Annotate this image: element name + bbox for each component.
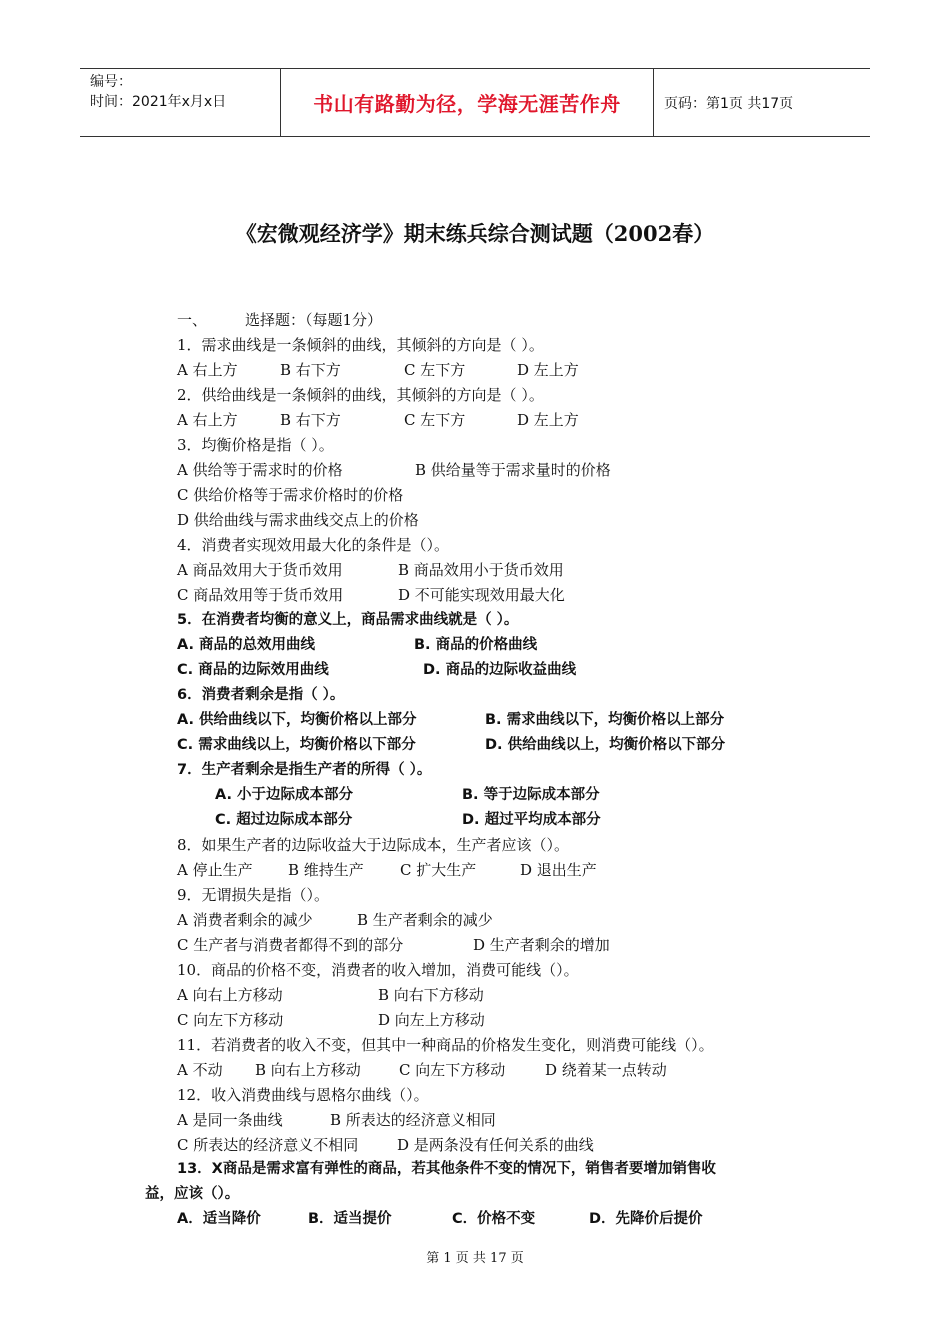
- option: C 所表达的经济意义不相同: [177, 1136, 359, 1154]
- option: C. 商品的边际效用曲线: [177, 662, 329, 678]
- question-5: 5．在消费者均衡的意义上，商品需求曲线就是（ ）。: [177, 612, 519, 628]
- option: B 商品效用小于货币效用: [398, 561, 564, 579]
- option: C．价格不变: [452, 1211, 536, 1227]
- option: C 生产者与消费者都得不到的部分: [177, 936, 404, 954]
- option: A. 商品的总效用曲线: [177, 637, 316, 653]
- option: B 供给量等于需求量时的价格: [415, 461, 611, 479]
- time-label: 时间：2021年x月x日: [90, 94, 227, 110]
- option-q3-c: C 供给价格等于需求价格时的价格: [177, 486, 404, 504]
- option: C. 需求曲线以上，均衡价格以下部分: [177, 737, 416, 753]
- question-10: 10．商品的价格不变，消费者的收入增加，消费可能线（）。: [177, 961, 579, 979]
- document-title: 《宏微观经济学》期末练兵综合测试题（2002春）: [235, 221, 715, 246]
- header-left-cell: [80, 69, 280, 136]
- option: D 退出生产: [520, 861, 597, 879]
- option: C 向左下方移动: [177, 1011, 284, 1029]
- option: B 维持生产: [288, 861, 364, 879]
- option: A 不动: [177, 1061, 223, 1079]
- option: B 向右下方移动: [378, 986, 484, 1004]
- option: B 右下方: [280, 361, 341, 379]
- question-1: 1．需求曲线是一条倾斜的曲线，其倾斜的方向是（ ）。: [177, 336, 544, 354]
- option: A 商品效用大于货币效用: [177, 561, 343, 579]
- option: D 生产者剩余的增加: [473, 936, 610, 954]
- option: C 左下方: [404, 411, 466, 429]
- question-7: 7．生产者剩余是指生产者的所得（ ）。: [177, 762, 432, 778]
- question-2: 2．供给曲线是一条倾斜的曲线，其倾斜的方向是（ ）。: [177, 386, 544, 404]
- question-13: 13．X商品是需求富有弹性的商品，若其他条件不变的情况下，销售者要增加销售收: [177, 1161, 716, 1177]
- question-11: 11．若消费者的收入不变，但其中一种商品的价格发生变化，则消费可能线（）。: [177, 1036, 714, 1054]
- option: A 是同一条曲线: [177, 1111, 283, 1129]
- option: C 商品效用等于货币效用: [177, 586, 344, 604]
- option: C 左下方: [404, 361, 466, 379]
- option: B 右下方: [280, 411, 341, 429]
- question-3: 3．均衡价格是指（ ）。: [177, 436, 334, 454]
- option: B. 需求曲线以下，均衡价格以上部分: [485, 712, 725, 728]
- question-12: 12．收入消费曲线与恩格尔曲线（）。: [177, 1086, 429, 1104]
- question-9: 9．无谓损失是指（）。: [177, 886, 330, 904]
- option: D 不可能实现效用最大化: [398, 586, 565, 604]
- option: D．先降价后提价: [589, 1211, 703, 1227]
- question-4: 4．消费者实现效用最大化的条件是（）。: [177, 536, 450, 554]
- question-8: 8．如果生产者的边际收益大于边际成本，生产者应该（）。: [177, 836, 570, 854]
- header-table: [80, 68, 870, 137]
- option: D 是两条没有任何关系的曲线: [397, 1136, 594, 1154]
- option: B．适当提价: [308, 1211, 392, 1227]
- option: D 向左上方移动: [378, 1011, 485, 1029]
- option: B. 商品的价格曲线: [414, 637, 538, 653]
- header-motto-cell: [280, 69, 654, 136]
- option: A 供给等于需求时的价格: [177, 461, 343, 479]
- number-label: 编号：: [90, 74, 132, 90]
- option: D. 商品的边际收益曲线: [423, 662, 577, 678]
- option: D. 供给曲线以上，均衡价格以下部分: [485, 737, 726, 753]
- option: B 向右上方移动: [255, 1061, 361, 1079]
- option-q3-d: D 供给曲线与需求曲线交点上的价格: [177, 511, 419, 529]
- option: A．适当降价: [177, 1211, 261, 1227]
- motto-text: 书山有路勤为径，学海无涯苦作舟: [313, 92, 621, 116]
- option: A. 供给曲线以下，均衡价格以上部分: [177, 712, 417, 728]
- option: C. 超过边际成本部分: [215, 812, 353, 828]
- option: C 扩大生产: [400, 861, 477, 879]
- option: A 停止生产: [177, 861, 253, 879]
- option: A 右上方: [177, 411, 238, 429]
- option: B 生产者剩余的减少: [357, 911, 493, 929]
- option: B 所表达的经济意义相同: [330, 1111, 496, 1129]
- header-page-cell: [654, 69, 870, 136]
- question-6: 6．消费者剩余是指（ ）。: [177, 687, 345, 703]
- option: A. 小于边际成本部分: [215, 787, 354, 803]
- option: A 向右上方移动: [177, 986, 283, 1004]
- option: A 右上方: [177, 361, 238, 379]
- option: D 绕着某一点转动: [545, 1061, 667, 1079]
- option: C 向左下方移动: [399, 1061, 506, 1079]
- option: B. 等于边际成本部分: [462, 787, 600, 803]
- option: D 左上方: [517, 411, 579, 429]
- option: D 左上方: [517, 361, 579, 379]
- page-footer: 第 1 页 共 17 页: [426, 1251, 524, 1266]
- option: A 消费者剩余的减少: [177, 911, 313, 929]
- option: D. 超过平均成本部分: [462, 812, 601, 828]
- section-label: 选择题：（每题1分）: [245, 311, 383, 329]
- page-info: 页码：第1页 共17页: [664, 95, 794, 112]
- question-13-cont: 益，应该（）。: [145, 1186, 240, 1202]
- section-index: 一、: [177, 311, 208, 329]
